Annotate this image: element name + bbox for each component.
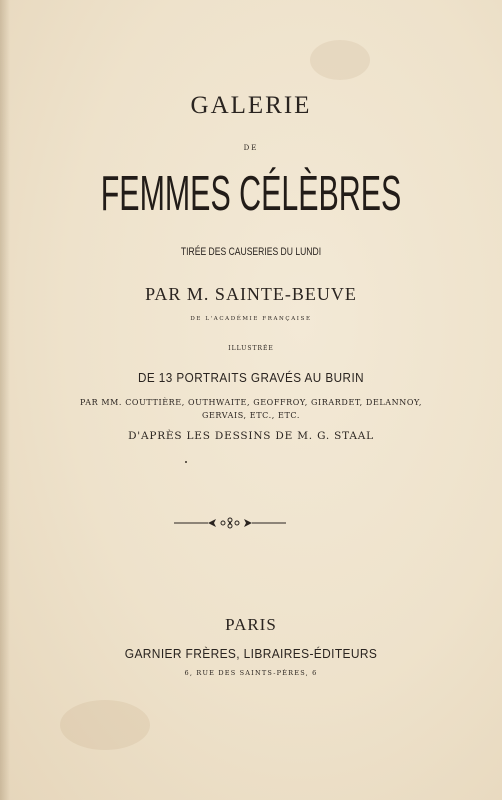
author-line: PAR M. SAINTE-BEUVE — [145, 284, 357, 304]
fleuron-ornament-icon — [172, 516, 288, 530]
portraits-line: DE 13 PORTRAITS GRAVÉS AU BURIN — [137, 370, 365, 385]
publisher-line: GARNIER FRÈRES, LIBRAIRES-ÉDITEURS — [124, 646, 378, 661]
title-connector: DE — [243, 144, 259, 152]
publication-city: PARIS — [225, 615, 277, 634]
title-line-2: FEMMES CÉLÈBRES — [100, 167, 402, 221]
subtitle: TIRÉE DES CAUSERIES DU LUNDI — [180, 246, 322, 258]
printer-dot — [185, 461, 187, 463]
title-line-1: GALERIE — [190, 92, 312, 119]
publisher-address: 6, RUE DES SAINTS-PÈRES, 6 — [184, 669, 318, 677]
illustration-note: ILLUSTRÉE — [228, 345, 274, 352]
drawings-line: D'APRÈS LES DESSINS DE M. G. STAAL — [128, 430, 374, 442]
author-affiliation: DE L'ACADÉMIE FRANÇAISE — [190, 316, 312, 322]
engravers-line-1: PAR MM. COUTTIÈRE, OUTHWAITE, GEOFFROY, GIRARDET, DELANNOY, — [79, 398, 423, 407]
paper-stain — [310, 40, 370, 80]
paper-stain — [60, 700, 150, 750]
engravers-line-2: GERVAIS, ETC., ETC. — [201, 411, 301, 420]
